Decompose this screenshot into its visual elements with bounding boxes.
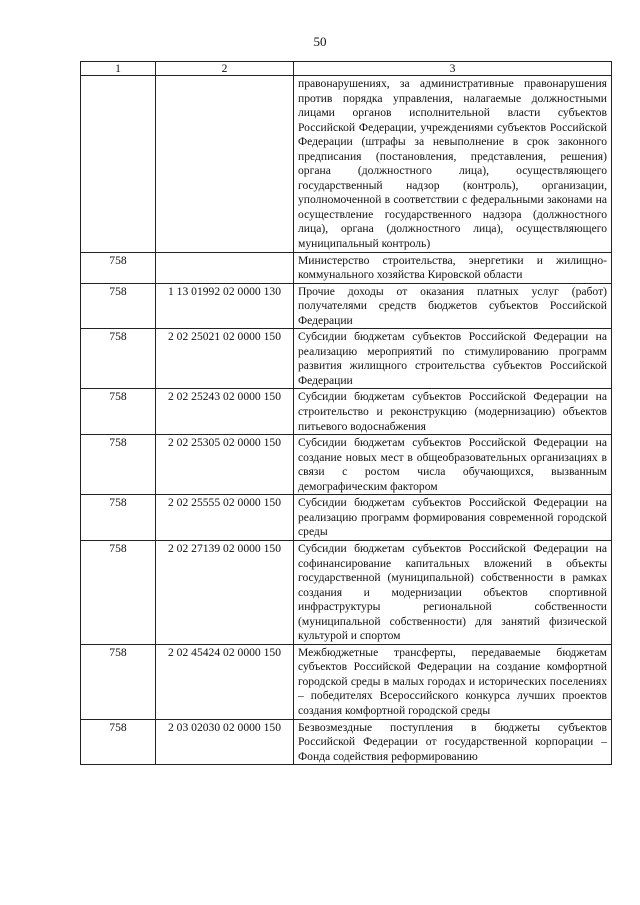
admin-code-cell: 758: [81, 540, 156, 644]
admin-code-cell: 758: [81, 329, 156, 389]
admin-code-cell: 758: [81, 283, 156, 329]
budget-code-cell: [156, 252, 294, 283]
budget-code-cell: 2 02 25555 02 0000 150: [156, 495, 294, 541]
budget-code-cell: 2 02 27139 02 0000 150: [156, 540, 294, 644]
budget-code-cell: 2 03 02030 02 0000 150: [156, 719, 294, 765]
admin-code-cell: 758: [81, 435, 156, 495]
admin-code-cell: 758: [81, 389, 156, 435]
admin-code-cell: [81, 76, 156, 253]
description-cell: Субсидии бюджетам субъектов Российской Федерации на софинансирование капитальных вложений в объекты государственной (муниципальной) собственности в рамках создания и модернизации объектов спортивной инфраструктуры региональной собственности (муниципальной собственности) для занятий физической культурой и спортом: [294, 540, 612, 644]
description-cell: Межбюджетные трансферты, передаваемые бюджетам субъектов Российской Федерации на создание комфортной городской среды в малых городах и исторических поселениях – победителях Всероссийского конкурса лучших проектов создания комфортной городской среды: [294, 644, 612, 719]
table-row: [81, 495, 612, 541]
budget-code-cell: [156, 76, 294, 253]
table-header-row: [81, 62, 612, 76]
description-cell: Прочие доходы от оказания платных услуг (работ) получателями средств бюджетов субъектов Российской Федерации: [294, 283, 612, 329]
admin-code-cell: 758: [81, 252, 156, 283]
table-row: [81, 329, 612, 389]
column-header-3: 3: [294, 62, 612, 76]
table-row: [81, 644, 612, 719]
table-row: [81, 76, 612, 253]
admin-code-cell: 758: [81, 644, 156, 719]
budget-code-cell: 2 02 45424 02 0000 150: [156, 644, 294, 719]
budget-code-cell: 2 02 25021 02 0000 150: [156, 329, 294, 389]
table-row: [81, 252, 612, 283]
column-header-1: 1: [81, 62, 156, 76]
table-row: [81, 389, 612, 435]
table-row: [81, 283, 612, 329]
revenue-codes-table: [80, 61, 612, 765]
budget-code-cell: 1 13 01992 02 0000 130: [156, 283, 294, 329]
admin-code-cell: 758: [81, 719, 156, 765]
description-cell: Субсидии бюджетам субъектов Российской Федерации на создание новых мест в общеобразовательных организациях в связи с ростом числа обучающихся, вызванным демографическим фактором: [294, 435, 612, 495]
table-row: [81, 719, 612, 765]
column-header-2: 2: [156, 62, 294, 76]
budget-code-cell: 2 02 25305 02 0000 150: [156, 435, 294, 495]
description-cell: Субсидии бюджетам субъектов Российской Федерации на реализацию мероприятий по стимулированию программ развития жилищного строительства субъектов Российской Федерации: [294, 329, 612, 389]
description-cell: Субсидии бюджетам субъектов Российской Федерации на строительство и реконструкцию (модернизацию) объектов питьевого водоснабжения: [294, 389, 612, 435]
table-row: [81, 435, 612, 495]
table-row: [81, 540, 612, 644]
admin-code-cell: 758: [81, 495, 156, 541]
budget-code-cell: 2 02 25243 02 0000 150: [156, 389, 294, 435]
page-number: 50: [313, 34, 327, 49]
description-cell: Безвозмездные поступления в бюджеты субъектов Российской Федерации от государственной корпорации – Фонда содействия реформированию: [294, 719, 612, 765]
description-cell: Субсидии бюджетам субъектов Российской Федерации на реализацию программ формирования современной городской среды: [294, 495, 612, 541]
description-cell: правонарушениях, за административные правонарушения против порядка управления, налагаемые должностными лицами органов исполнительной власти субъектов Российской Федерации, учреждениями субъектов Российской Федерации (штрафы за невыполнение в срок законного предписания (постановления, представления, решения) органа (должностного лица), осуществляющего государственный надзор (контроль), организации, уполномоченной в соответствии с федеральными законами на осуществление государственного надзора (должностного лица), органа (должностного лица), осуществляющего муниципальный контроль): [294, 76, 612, 253]
description-cell: Министерство строительства, энергетики и жилищно-коммунального хозяйства Кировской области: [294, 252, 612, 283]
